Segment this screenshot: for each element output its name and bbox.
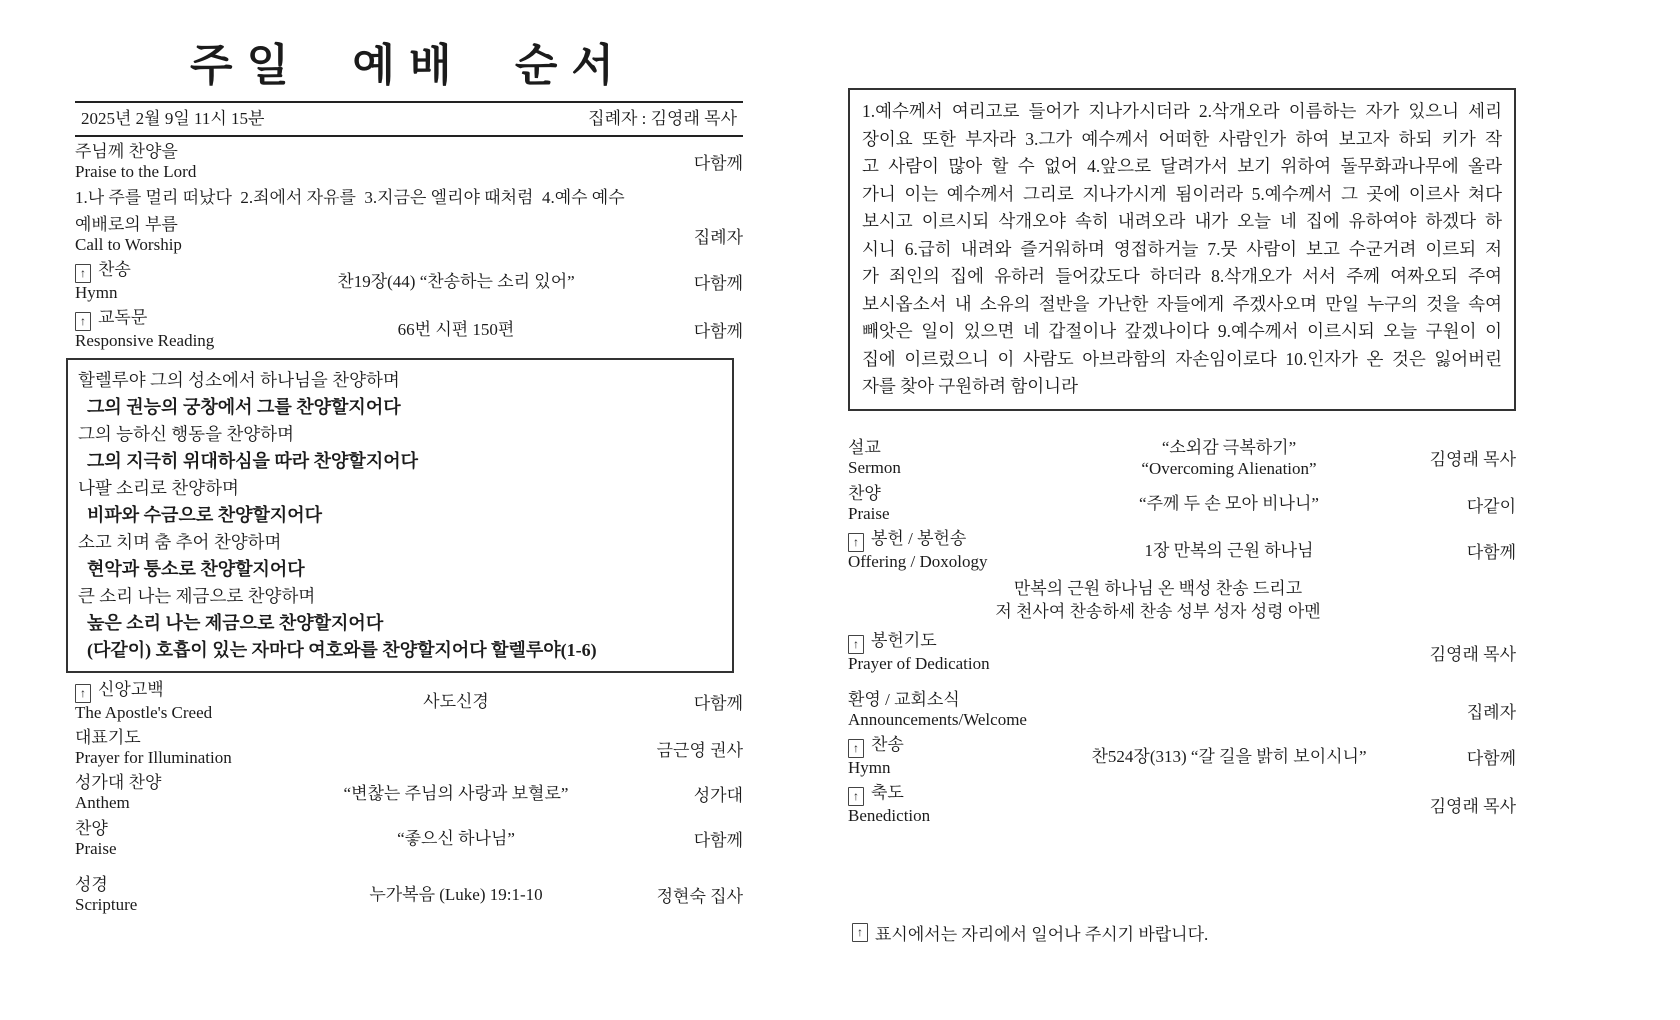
service-item-role: 금근영 권사 <box>656 740 743 760</box>
service-item-title-en: Praise to the Lord <box>75 161 197 181</box>
service-item-role: 다함께 <box>1466 749 1516 769</box>
service-item-detail <box>281 828 631 849</box>
service-item-title-en: Sermon <box>848 457 901 477</box>
service-item-call-to-worship <box>75 215 743 255</box>
service-item-closing-hymn <box>848 735 1516 778</box>
service-item-detail-line: “좋으신 하나님” <box>397 828 515 848</box>
service-item-names <box>848 438 1054 478</box>
service-item-hymn <box>75 260 743 303</box>
service-item-detail-line: 찬524장(313) “갈 길을 밝히 보이시니” <box>1091 747 1367 767</box>
service-item-title-ko <box>75 773 281 793</box>
service-item-title-ko <box>848 529 1054 552</box>
service-item-title-en: Praise <box>848 504 890 524</box>
service-item-detail <box>281 783 631 804</box>
responsive-reading-line: 소고 치며 춤 추어 찬양하며 <box>78 532 282 553</box>
service-item-title-ko <box>848 735 1054 758</box>
service-item-title-en: Prayer for Illumination <box>75 748 232 768</box>
service-item-prayer-for-illumination <box>75 728 743 768</box>
stand-instruction-footnote <box>852 920 1208 945</box>
service-item-title-ko <box>75 819 281 839</box>
scripture-line: 집에 이르렀으니 이 사람도 아브라함의 자손임이로다 10.인자가 온 것은 잃어버린 <box>862 348 1502 369</box>
bulletin-right-page <box>848 88 1516 831</box>
scripture-line: 가 죄인의 집에 유하러 들어갔도다 하더라 8.삭개오가 서서 주께 여짜오되 주여 <box>862 266 1502 286</box>
service-item-title-en: Hymn <box>848 758 891 778</box>
service-item-title-en: The Apostle's Creed <box>75 703 213 723</box>
service-item-title-ko <box>848 631 1054 654</box>
scripture-line: 보시고 이르시되 삭개오야 속히 내려오라 내가 오늘 네 집에 유하여야 하겠다 하 <box>862 211 1502 231</box>
service-item-names <box>75 260 281 303</box>
service-order-left <box>75 142 743 915</box>
service-item-detail-line-en: “Overcoming Alienation” <box>1141 458 1317 478</box>
service-item-role: 성가대 <box>693 785 743 805</box>
service-date: 2025년 2월 9일 11시 15분 <box>81 108 265 128</box>
service-item-names <box>75 728 281 768</box>
service-item-announcements-welcome <box>848 690 1516 730</box>
service-item-title-ko <box>75 215 281 235</box>
service-item-names <box>848 735 1054 778</box>
service-item-title-ko <box>848 690 1054 710</box>
service-order-right <box>848 437 1516 827</box>
service-item-title-en: Offering / Doxology <box>848 552 988 572</box>
bulletin-left-page <box>75 40 743 920</box>
service-item-title-ko <box>75 728 281 748</box>
responsive-reading-line: 높은 소리 나는 제금으로 찬양할지어다 <box>87 613 384 634</box>
service-item-role: 김영래 목사 <box>1429 797 1516 817</box>
service-item-title-ko-text: 찬양 <box>75 818 108 838</box>
service-item-title-ko-text: 축도 <box>871 783 904 803</box>
responsive-reading-box <box>66 358 734 673</box>
service-item-offering-doxology <box>848 529 1516 572</box>
scripture-line: 시니 6.급히 내려와 즐거워하며 영접하거늘 7.뭇 사람이 보고 수군거려 이르되 저 <box>862 238 1502 259</box>
service-item-praise-response <box>848 484 1516 524</box>
service-item-title-ko <box>75 308 281 331</box>
service-item-title-en: Hymn <box>75 283 118 303</box>
responsive-reading-line: 그의 권능의 궁창에서 그를 찬양할지어다 <box>87 397 401 418</box>
service-item-title-en: Prayer of Dedication <box>848 654 990 674</box>
stand-up-icon: ↑ <box>848 787 864 806</box>
service-item-title-ko <box>75 260 281 283</box>
service-item-title-ko <box>75 875 281 895</box>
responsive-reading-line: 그의 능하신 행동을 찬양하며 <box>78 424 294 445</box>
service-item-role: 집례자 <box>693 227 743 247</box>
service-item-detail-line: “변찮는 주님의 사랑과 보혈로” <box>343 783 569 803</box>
service-item-names <box>75 875 281 915</box>
service-item-names <box>75 773 281 813</box>
scripture-line: 1.예수께서 여리고로 들어가 지나가시더라 2.삭개오라 이름하는 자가 있으니 세리 <box>862 101 1502 121</box>
scripture-line: 가니 이는 예수께서 그리로 지나가시게 됨이러라 5.예수께서 그 곳에 이르사 쳐다 <box>862 183 1502 204</box>
service-item-detail <box>1054 437 1404 480</box>
page-title: 주일 예배 순서 <box>189 41 629 90</box>
stand-up-icon: ↑ <box>848 533 864 552</box>
responsive-reading-line: 비파와 수금으로 찬양할지어다 <box>87 505 323 526</box>
service-item-title-ko-text: 찬송 <box>98 260 131 280</box>
footnote-text: 표시에서는 자리에서 일어나 주시기 바랍니다. <box>875 925 1209 944</box>
service-item-title-ko-text: 봉헌 / 봉헌송 <box>871 529 967 549</box>
service-item-benediction <box>848 783 1516 826</box>
service-item-names <box>848 783 1054 826</box>
scripture-line: 자를 찾아 구원하려 함이니라 <box>862 376 1078 396</box>
service-item-detail-line: 사도신경 <box>423 692 489 712</box>
service-item-detail <box>281 319 631 340</box>
responsive-reading-line: 그의 지극히 위대하심을 따라 찬양할지어다 <box>87 451 418 472</box>
service-item-title-ko-text: 주님께 찬양을 <box>75 141 178 161</box>
service-item-title-ko-text: 찬양 <box>848 484 881 503</box>
doxology-line: 저 천사여 찬송하세 찬송 성부 성자 성령 아멘 <box>995 602 1321 622</box>
stand-up-icon: ↑ <box>75 684 91 703</box>
service-item-role: 다같이 <box>1466 496 1516 516</box>
service-item-detail-line: 누가복음 (Luke) 19:1-10 <box>369 885 543 905</box>
service-item-names <box>848 484 1054 524</box>
service-item-role: 정현숙 집사 <box>656 887 743 907</box>
service-item-names <box>75 215 281 255</box>
scripture-line: 고 사람이 많아 할 수 없어 4.앞으로 달려가서 보기 위하여 돌무화과나무에 올라 <box>862 156 1502 176</box>
service-item-names <box>848 631 1054 674</box>
service-item-role: 김영래 목사 <box>1429 645 1516 665</box>
service-item-title-en: Scripture <box>75 894 138 914</box>
service-item-detail <box>1054 493 1404 514</box>
divider <box>75 135 743 137</box>
service-item-detail-line: “주께 두 손 모아 비나니” <box>1139 494 1319 514</box>
service-item-title-en: Praise <box>75 838 117 858</box>
service-item-prayer-of-dedication <box>848 631 1516 674</box>
stand-up-icon: ↑ <box>75 312 91 331</box>
service-item-praise <box>75 819 743 859</box>
service-item-title-ko-text: 성가대 찬양 <box>75 773 162 793</box>
service-item-detail <box>1054 746 1404 767</box>
service-item-names <box>848 529 1054 572</box>
service-item-role: 다함께 <box>693 154 743 174</box>
presider-label: 집례자 : 김영래 목사 <box>588 108 737 128</box>
service-item-title-ko-text: 설교 <box>848 437 881 457</box>
stand-up-icon: ↑ <box>75 264 91 283</box>
responsive-reading-line: 현악과 퉁소로 찬양할지어다 <box>87 559 305 580</box>
stand-up-icon: ↑ <box>848 635 864 654</box>
service-item-detail-line: “소외감 극복하기” <box>1161 437 1297 457</box>
service-item-role: 집례자 <box>1466 702 1516 722</box>
service-item-title-en: Responsive Reading <box>75 331 215 351</box>
date-row <box>75 103 743 135</box>
service-item-names <box>75 680 281 723</box>
service-item-responsive-reading <box>75 308 743 351</box>
service-item-detail <box>281 271 631 292</box>
service-item-praise-to-the-lord <box>75 142 743 182</box>
service-item-title-ko <box>848 438 1054 458</box>
service-item-title-ko-text: 찬송 <box>871 735 904 755</box>
service-item-title-ko-text: 교독문 <box>98 308 148 328</box>
service-item-detail-line: 찬19장(44) “찬송하는 소리 있어” <box>337 272 575 292</box>
service-item-detail <box>281 884 631 905</box>
service-item-role: 다함께 <box>693 322 743 342</box>
service-item-names <box>75 308 281 351</box>
service-item-title-ko-text: 성경 <box>75 874 108 894</box>
praise-song-list: 1.나 주를 멀리 떠났다 2.죄에서 자유를 3.지금은 엘리야 때처럼 4.예수 예수 <box>75 187 625 207</box>
service-item-detail <box>1054 540 1404 561</box>
service-item-title-ko <box>848 783 1054 806</box>
service-item-detail-line: 66번 시편 150편 <box>397 320 515 340</box>
service-item-title-ko-text: 예배로의 부름 <box>75 215 178 235</box>
service-item-title-en: Announcements/Welcome <box>848 710 1027 730</box>
service-item-detail-line: 1장 만복의 근원 하나님 <box>1144 540 1314 560</box>
scripture-line: 보시옵소서 내 소유의 절반을 가난한 자들에게 주겠사오며 만일 누구의 것을 속여 <box>862 293 1502 314</box>
doxology-line: 만복의 근원 하나님 온 백성 찬송 드리고 <box>1013 579 1303 599</box>
service-item-names <box>848 690 1054 730</box>
service-item-role: 다함께 <box>1466 543 1516 563</box>
service-item-anthem <box>75 773 743 813</box>
stand-up-icon: ↑ <box>848 739 864 758</box>
service-item-role: 다함께 <box>693 694 743 714</box>
responsive-reading-line: (다같이) 호흡이 있는 자마다 여호와를 찬양할지어다 할렐루야(1-6) <box>87 640 597 661</box>
service-item-title-ko-text: 봉헌기도 <box>871 631 937 651</box>
service-item-names <box>75 819 281 859</box>
service-item-sermon <box>848 437 1516 480</box>
service-item-names <box>75 142 281 182</box>
service-item-title-ko-text: 환영 / 교회소식 <box>848 690 960 710</box>
responsive-reading-line: 할렐루야 그의 성소에서 하나님을 찬양하며 <box>78 370 400 391</box>
doxology-lyrics <box>848 577 1516 623</box>
scripture-line: 빼앗은 일이 있으면 네 갑절이나 갚겠나이다 9.예수께서 이르시되 오늘 구원이 이 <box>862 321 1502 341</box>
service-item-detail <box>281 691 631 712</box>
service-item-role: 김영래 목사 <box>1429 450 1516 470</box>
service-item-title-ko <box>75 680 281 703</box>
service-item-title-ko-text: 대표기도 <box>75 728 141 748</box>
service-item-title-en: Call to Worship <box>75 235 182 255</box>
service-item-apostles-creed <box>75 680 743 723</box>
responsive-reading-line: 나팔 소리로 찬양하며 <box>78 478 239 499</box>
stand-up-icon: ↑ <box>852 923 868 942</box>
service-item-role: 다함께 <box>693 831 743 851</box>
responsive-reading-line: 큰 소리 나는 제금으로 찬양하며 <box>78 586 316 607</box>
scripture-passage-box <box>848 88 1516 411</box>
service-item-title-en: Anthem <box>75 793 130 813</box>
service-item-title-ko <box>75 142 281 162</box>
service-item-role: 다함께 <box>693 274 743 294</box>
service-item-title-ko-text: 신앙고백 <box>98 680 164 700</box>
scripture-line: 장이요 또한 부자라 3.그가 예수께서 어떠한 사람인가 하여 보고자 하되 키가 작 <box>862 128 1502 149</box>
service-item-scripture <box>75 875 743 915</box>
service-item-title-ko <box>848 484 1054 504</box>
service-item-title-en: Benediction <box>848 806 931 826</box>
